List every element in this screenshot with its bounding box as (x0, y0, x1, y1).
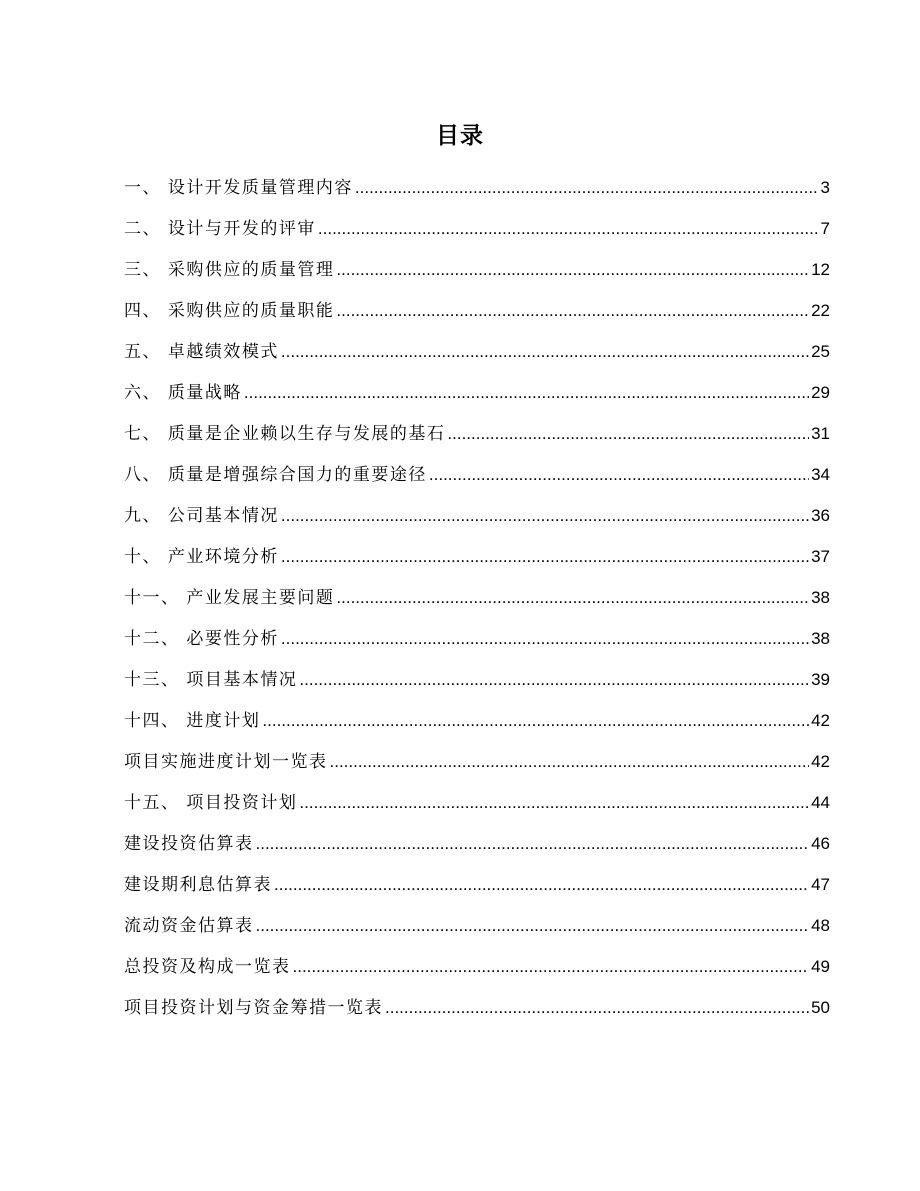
toc-entry[interactable] (124, 782, 830, 823)
toc-dot-leader (281, 331, 809, 373)
toc-entry[interactable] (124, 495, 830, 536)
toc-entry-label: 七、 质量是企业赖以生存与发展的基石 (124, 424, 446, 444)
toc-entry-page: 38 (811, 629, 830, 648)
toc-dot-leader (262, 700, 809, 742)
toc-entry-label: 十二、 必要性分析 (124, 629, 279, 649)
toc-entry-label: 十、 产业环境分析 (124, 547, 279, 567)
toc-entry[interactable] (124, 536, 830, 577)
toc-entry[interactable] (124, 905, 830, 946)
toc-dot-leader (385, 987, 809, 1029)
toc-entry-page: 3 (820, 178, 830, 197)
toc-entry-page: 39 (811, 670, 830, 689)
toc-entry[interactable] (124, 167, 830, 208)
toc-dot-leader (336, 577, 809, 619)
toc-entry-label: 六、 质量战略 (124, 383, 242, 403)
toc-entry-page: 25 (811, 342, 830, 361)
toc-entry[interactable] (124, 413, 830, 454)
toc-title: 目录 (436, 123, 484, 149)
toc-entry-label: 三、 采购供应的质量管理 (124, 260, 335, 280)
toc-entry-page: 29 (811, 383, 830, 402)
toc-entry-label: 五、 卓越绩效模式 (124, 342, 279, 362)
toc-entry[interactable] (124, 372, 830, 413)
toc-entry-page: 38 (811, 588, 830, 607)
toc-entry-label: 建设投资估算表 (124, 834, 254, 854)
toc-entry-label: 一、 设计开发质量管理内容 (124, 178, 353, 198)
toc-entry[interactable] (124, 454, 830, 495)
toc-entry[interactable] (124, 290, 830, 331)
toc-entry-page: 7 (820, 219, 830, 238)
toc-entry-label: 九、 公司基本情况 (124, 506, 279, 526)
toc-entry-label: 建设期利息估算表 (124, 875, 272, 895)
toc-entry-page: 42 (811, 711, 830, 730)
toc-dot-leader (281, 495, 809, 537)
toc-dot-leader (274, 864, 809, 906)
toc-entry-page: 37 (811, 547, 830, 566)
toc-entry-page: 49 (811, 957, 830, 976)
toc-entry-label: 八、 质量是增强综合国力的重要途径 (124, 465, 427, 485)
toc-entry-label: 十三、 项目基本情况 (124, 670, 298, 690)
toc-entry-page: 46 (811, 834, 830, 853)
toc-entry-page: 47 (811, 875, 830, 894)
toc-entry-page: 34 (811, 465, 830, 484)
toc-entry[interactable] (124, 208, 830, 249)
toc-entry[interactable] (124, 659, 830, 700)
toc-entry[interactable] (124, 987, 830, 1028)
toc-dot-leader (299, 782, 809, 824)
toc-entry-page: 22 (811, 301, 830, 320)
toc-entry-page: 42 (811, 752, 830, 771)
toc-entry-page: 36 (811, 506, 830, 525)
toc-entry-label: 四、 采购供应的质量职能 (124, 301, 335, 321)
toc-dot-leader (336, 290, 809, 332)
toc-dot-leader (256, 905, 810, 947)
toc-entry[interactable] (124, 823, 830, 864)
toc-dot-leader (299, 659, 809, 701)
toc-entry[interactable] (124, 946, 830, 987)
toc-entry-label: 二、 设计与开发的评审 (124, 219, 316, 239)
toc-dot-leader (281, 618, 809, 660)
toc-dot-leader (256, 823, 810, 865)
toc-entry[interactable] (124, 331, 830, 372)
toc-entry[interactable] (124, 700, 830, 741)
toc-entry-label: 总投资及构成一览表 (124, 957, 291, 977)
toc-entry[interactable] (124, 618, 830, 659)
toc-entry[interactable] (124, 249, 830, 290)
toc-dot-leader (429, 454, 809, 496)
toc-dot-leader (281, 536, 809, 578)
toc-list (124, 167, 830, 1028)
toc-entry-label: 流动资金估算表 (124, 916, 254, 936)
toc-entry[interactable] (124, 741, 830, 782)
toc-entry-label: 十四、 进度计划 (124, 711, 261, 731)
toc-dot-leader (336, 249, 809, 291)
toc-entry-page: 31 (811, 424, 830, 443)
toc-dot-leader (447, 413, 809, 455)
toc-dot-leader (318, 208, 819, 250)
toc-entry-label: 十一、 产业发展主要问题 (124, 588, 335, 608)
toc-entry-page: 48 (811, 916, 830, 935)
toc-dot-leader (244, 372, 809, 414)
toc-entry-page: 44 (811, 793, 830, 812)
toc-dot-leader (330, 741, 810, 783)
toc-entry-label: 十五、 项目投资计划 (124, 793, 298, 813)
toc-entry-page: 12 (811, 260, 830, 279)
toc-entry-page: 50 (811, 998, 830, 1017)
toc-entry-label: 项目投资计划与资金筹措一览表 (124, 998, 383, 1018)
toc-entry[interactable] (124, 864, 830, 905)
toc-dot-leader (293, 946, 810, 988)
toc-dot-leader (355, 167, 819, 209)
toc-entry-label: 项目实施进度计划一览表 (124, 752, 328, 772)
toc-entry[interactable] (124, 577, 830, 618)
